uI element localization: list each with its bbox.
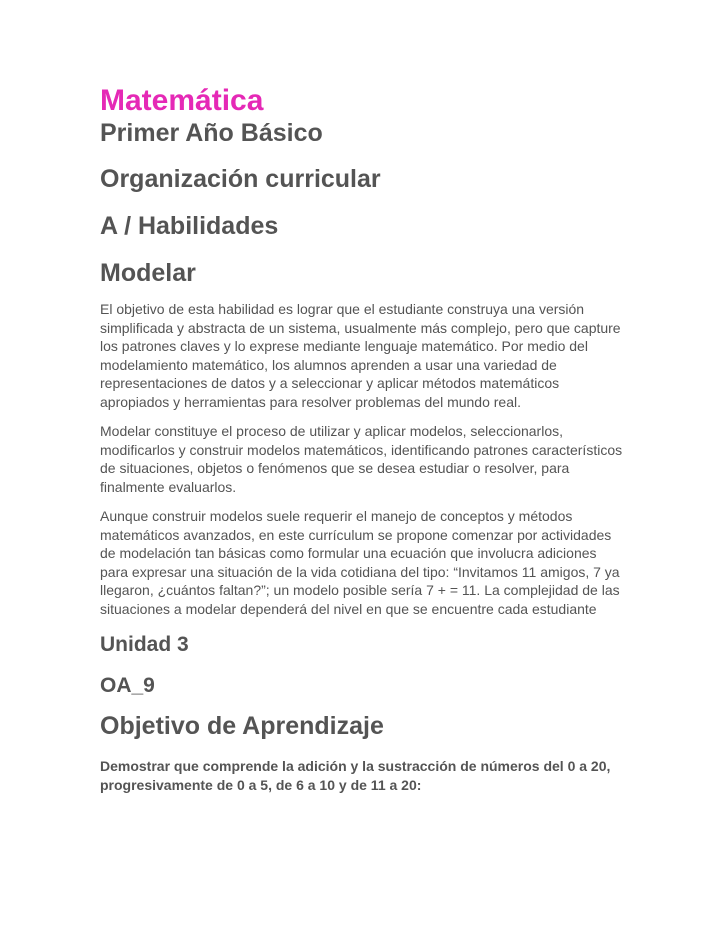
paragraph-1: El objetivo de esta habilidad es lograr que el estudiante construya una versión simplificada y abstracta de un sistema, usualmente más complejo, pero que capture los patrones claves y lo exprese mediante lenguaje matemático. Por medio del modelamiento matemático, los alumnos aprenden a usar una variedad de representaciones de datos y a seleccionar y aplicar métodos matemáticos apropiados y herramientas para resolver problemas del mundo real.: [100, 301, 621, 410]
paragraph-3: Aunque construir modelos suele requerir el manejo de conceptos y métodos matemáticos avanzados, en este currículum se propone comenzar por actividades de modelación tan básicas como formular una ecuación que involucra adiciones para expresar una situación de la vida cotidiana del tipo: “Invitamos 11 amigos, 7 ya llegaron, ¿cuántos faltan?”; un modelo posible sería 7 + = 11. La complejidad de las situaciones a modelar dependerá del nivel en que se encuentre cada estudiante: [100, 508, 620, 617]
document-title: Matemática: [100, 84, 264, 117]
objective-text: Demostrar que comprende la adición y la sustracción de números del 0 a 20, progresivamente de 0 a 5, de 6 a 10 y de 11 a 20:: [100, 758, 611, 793]
section-heading: Organización curricular: [100, 165, 381, 193]
objective-heading: Objetivo de Aprendizaje: [100, 712, 384, 740]
paragraph-2: Modelar constituye el proceso de utilizar y aplicar modelos, seleccionarlos, modificarlos y construir modelos matemáticos, identificando patrones característicos de situaciones, objetos o fenómenos que se desea estudiar o resolver, para finalmente evaluarlos.: [100, 423, 623, 495]
skills-heading: A / Habilidades: [100, 212, 279, 240]
document-page: [100, 84, 625, 794]
oa-code-heading: OA_9: [100, 674, 155, 697]
skill-name-heading: Modelar: [100, 259, 196, 287]
document-subtitle: Primer Año Básico: [100, 119, 323, 147]
unit-heading: Unidad 3: [100, 633, 189, 656]
